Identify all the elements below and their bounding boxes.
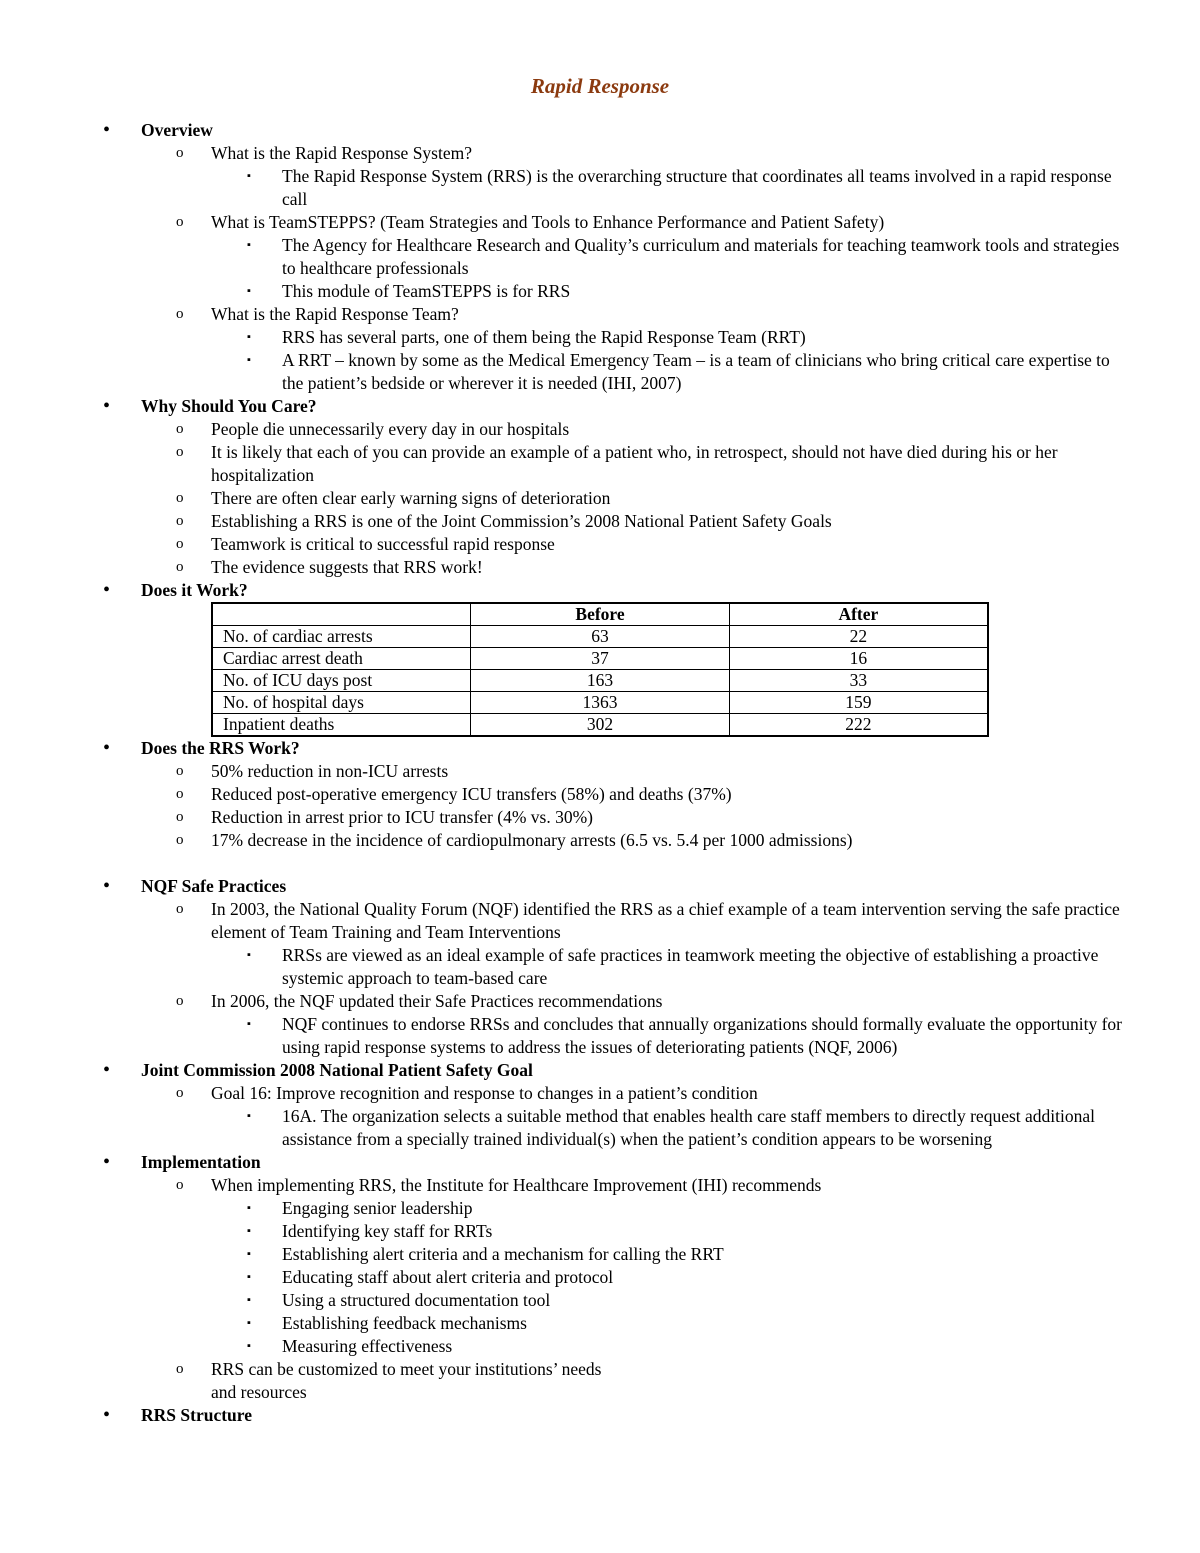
circle-bullet-icon: o [176,763,184,779]
square-bullet-icon: ▪ [247,170,251,182]
list-item [0,806,1200,829]
list-item [0,1312,1200,1335]
circle-bullet-icon: o [176,832,184,848]
item-text: RRS has several parts, one of them being the Rapid Response Team (RRT) [282,327,806,347]
rrs-structure-section [0,1404,1200,1427]
list-item [0,783,1200,806]
table-cell: 16 [729,648,988,670]
square-bullet-icon: ▪ [247,1202,251,1214]
list-item [0,1358,1200,1404]
list-item [0,944,1200,990]
item-text: The Agency for Healthcare Research and Quality’s curriculum and materials for teaching teamwork tools and strategies to healthcare professionals [282,235,1120,278]
item-text: Educating staff about alert criteria and protocol [282,1267,614,1287]
outcomes-table [211,602,989,737]
item-text: People die unnecessarily every day in our hospitals [211,419,570,439]
square-bullet-icon: ▪ [247,331,251,343]
table-cell: 222 [729,714,988,737]
list-item [0,510,1200,533]
table-cell: No. of cardiac arrests [212,626,471,648]
table-cell: 163 [471,670,729,692]
section-heading: Does the RRS Work? [141,738,300,758]
section-heading: Implementation [141,1152,261,1172]
table-cell: 22 [729,626,988,648]
table-row [212,714,988,737]
circle-bullet-icon: o [176,444,184,460]
implementation-section [0,1151,1200,1174]
table-cell: Cardiac arrest death [212,648,471,670]
rrs-work-section [0,737,1200,760]
list-item [0,1220,1200,1243]
list-item [0,234,1200,280]
circle-bullet-icon: o [176,513,184,529]
table-row [212,692,988,714]
square-bullet-icon: ▪ [247,1271,251,1283]
square-bullet-icon: ▪ [247,239,251,251]
list-item [0,898,1200,944]
list-item [0,990,1200,1013]
section-heading: Overview [141,120,213,140]
item-text: Establishing feedback mechanisms [282,1313,527,1333]
list-item [0,487,1200,510]
table-cell: 37 [471,648,729,670]
square-bullet-icon: ▪ [247,354,251,366]
item-text-line-1: RRS can be customized to meet your institutions’ needs [211,1359,602,1379]
circle-bullet-icon: o [176,490,184,506]
item-text: There are often clear early warning signs of deterioration [211,488,611,508]
list-item [0,441,1200,487]
square-bullet-icon: ▪ [247,1110,251,1122]
circle-bullet-icon: o [176,1177,184,1193]
blank-line [0,852,1200,875]
list-item [0,1266,1200,1289]
item-text: The Rapid Response System (RRS) is the overarching structure that coordinates all teams involved in a rapid response call [282,166,1112,209]
list-item [0,1197,1200,1220]
section-heading: RRS Structure [141,1405,252,1425]
table-cell: No. of hospital days [212,692,471,714]
item-text: It is likely that each of you can provide an example of a patient who, in retrospect, should not have died during his or her hospitalization [211,442,1058,485]
list-item [0,280,1200,303]
square-bullet-icon: ▪ [247,1248,251,1260]
square-bullet-icon: ▪ [247,949,251,961]
circle-bullet-icon: o [176,993,184,1009]
circle-bullet-icon: o [176,536,184,552]
circle-bullet-icon: o [176,1361,184,1377]
table-row [212,648,988,670]
table-row [212,626,988,648]
item-text: 50% reduction in non-ICU arrests [211,761,449,781]
overview-section [0,119,1200,142]
circle-bullet-icon: o [176,145,184,161]
nqf-section [0,875,1200,898]
table-cell: 1363 [471,692,729,714]
circle-bullet-icon: o [176,214,184,230]
bullet-icon: • [103,579,111,601]
item-text: The evidence suggests that RRS work! [211,557,483,577]
circle-bullet-icon: o [176,306,184,322]
list-item [0,165,1200,211]
section-heading: Does it Work? [141,580,248,600]
table-header-cell: After [729,603,988,626]
section-heading: Why Should You Care? [141,396,317,416]
item-text: A RRT – known by some as the Medical Emergency Team – is a team of clinicians who bring critical care expertise to the patient’s bedside or wherever it is needed (IHI, 2007) [282,350,1110,393]
item-text: Identifying key staff for RRTs [282,1221,493,1241]
item-text-line-2: and resources [211,1382,307,1402]
list-item [0,326,1200,349]
bullet-icon: • [103,1059,111,1081]
list-item [0,533,1200,556]
bullet-icon: • [103,395,111,417]
item-text: In 2003, the National Quality Forum (NQF) identified the RRS as a chief example of a team intervention serving the safe practice element of Team Training and Team Interventions [211,899,1120,942]
item-text: Using a structured documentation tool [282,1290,551,1310]
list-item [0,1335,1200,1358]
circle-bullet-icon: o [176,809,184,825]
item-text: Goal 16: Improve recognition and response to changes in a patient’s condition [211,1083,758,1103]
circle-bullet-icon: o [176,1085,184,1101]
list-item [0,1243,1200,1266]
list-item [0,829,1200,852]
square-bullet-icon: ▪ [247,1225,251,1237]
list-item [0,349,1200,395]
bullet-icon: • [103,737,111,759]
item-text: In 2006, the NQF updated their Safe Practices recommendations [211,991,663,1011]
item-text: This module of TeamSTEPPS is for RRS [282,281,571,301]
list-item [0,556,1200,579]
list-item [0,1082,1200,1105]
table-row [212,670,988,692]
table-cell: 33 [729,670,988,692]
why-section [0,395,1200,418]
square-bullet-icon: ▪ [247,1317,251,1329]
item-text: Reduction in arrest prior to ICU transfer (4% vs. 30%) [211,807,593,827]
item-text: 17% decrease in the incidence of cardiopulmonary arrests (6.5 vs. 5.4 per 1000 admissions) [211,830,853,850]
square-bullet-icon: ▪ [247,1340,251,1352]
section-heading: Joint Commission 2008 National Patient Safety Goal [141,1060,533,1080]
item-text: What is the Rapid Response Team? [211,304,459,324]
circle-bullet-icon: o [176,786,184,802]
circle-bullet-icon: o [176,901,184,917]
list-item [0,760,1200,783]
item-text: Establishing alert criteria and a mechanism for calling the RRT [282,1244,724,1264]
list-item [0,211,1200,234]
square-bullet-icon: ▪ [247,285,251,297]
square-bullet-icon: ▪ [247,1018,251,1030]
table-cell: 302 [471,714,729,737]
square-bullet-icon: ▪ [247,1294,251,1306]
bullet-icon: • [103,119,111,141]
table-cell: 159 [729,692,988,714]
item-text: Establishing a RRS is one of the Joint Commission’s 2008 National Patient Safety Goals [211,511,832,531]
item-text: Measuring effectiveness [282,1336,453,1356]
item-text: When implementing RRS, the Institute for Healthcare Improvement (IHI) recommends [211,1175,822,1195]
joint-commission-section [0,1059,1200,1082]
table-header-cell [212,603,471,626]
list-item [0,1013,1200,1059]
item-text: Teamwork is critical to successful rapid response [211,534,555,554]
list-item [0,1174,1200,1197]
list-item [0,418,1200,441]
table-header-cell: Before [471,603,729,626]
document-title: Rapid Response [530,74,670,98]
section-heading: NQF Safe Practices [141,876,287,896]
list-item [0,1289,1200,1312]
list-item [0,142,1200,165]
item-text: What is TeamSTEPPS? (Team Strategies and Tools to Enhance Performance and Patient Safety) [211,212,885,232]
item-text: RRSs are viewed as an ideal example of safe practices in teamwork meeting the objective of establishing a proactive systemic approach to team-based care [282,945,1099,988]
item-text: 16A. The organization selects a suitable method that enables health care staff members to directly request additional assistance from a specially trained individual(s) when the patient’s condition appears to be worsening [282,1106,1095,1149]
table-cell: Inpatient deaths [212,714,471,737]
circle-bullet-icon: o [176,421,184,437]
list-item [0,1105,1200,1151]
item-text: What is the Rapid Response System? [211,143,473,163]
document-body [0,119,1200,1427]
table-header-row [212,603,988,626]
table-cell: 63 [471,626,729,648]
bullet-icon: • [103,1151,111,1173]
item-text: NQF continues to endorse RRSs and concludes that annually organizations should formally evaluate the opportunity for using rapid response systems to address the issues of deteriorating patients (NQF, 2006) [282,1014,1122,1057]
work-section [0,579,1200,602]
table-cell: No. of ICU days post [212,670,471,692]
circle-bullet-icon: o [176,559,184,575]
list-item [0,303,1200,326]
bullet-icon: • [103,1404,111,1426]
item-text: Engaging senior leadership [282,1198,473,1218]
item-text: Reduced post-operative emergency ICU transfers (58%) and deaths (37%) [211,784,732,804]
bullet-icon: • [103,875,111,897]
